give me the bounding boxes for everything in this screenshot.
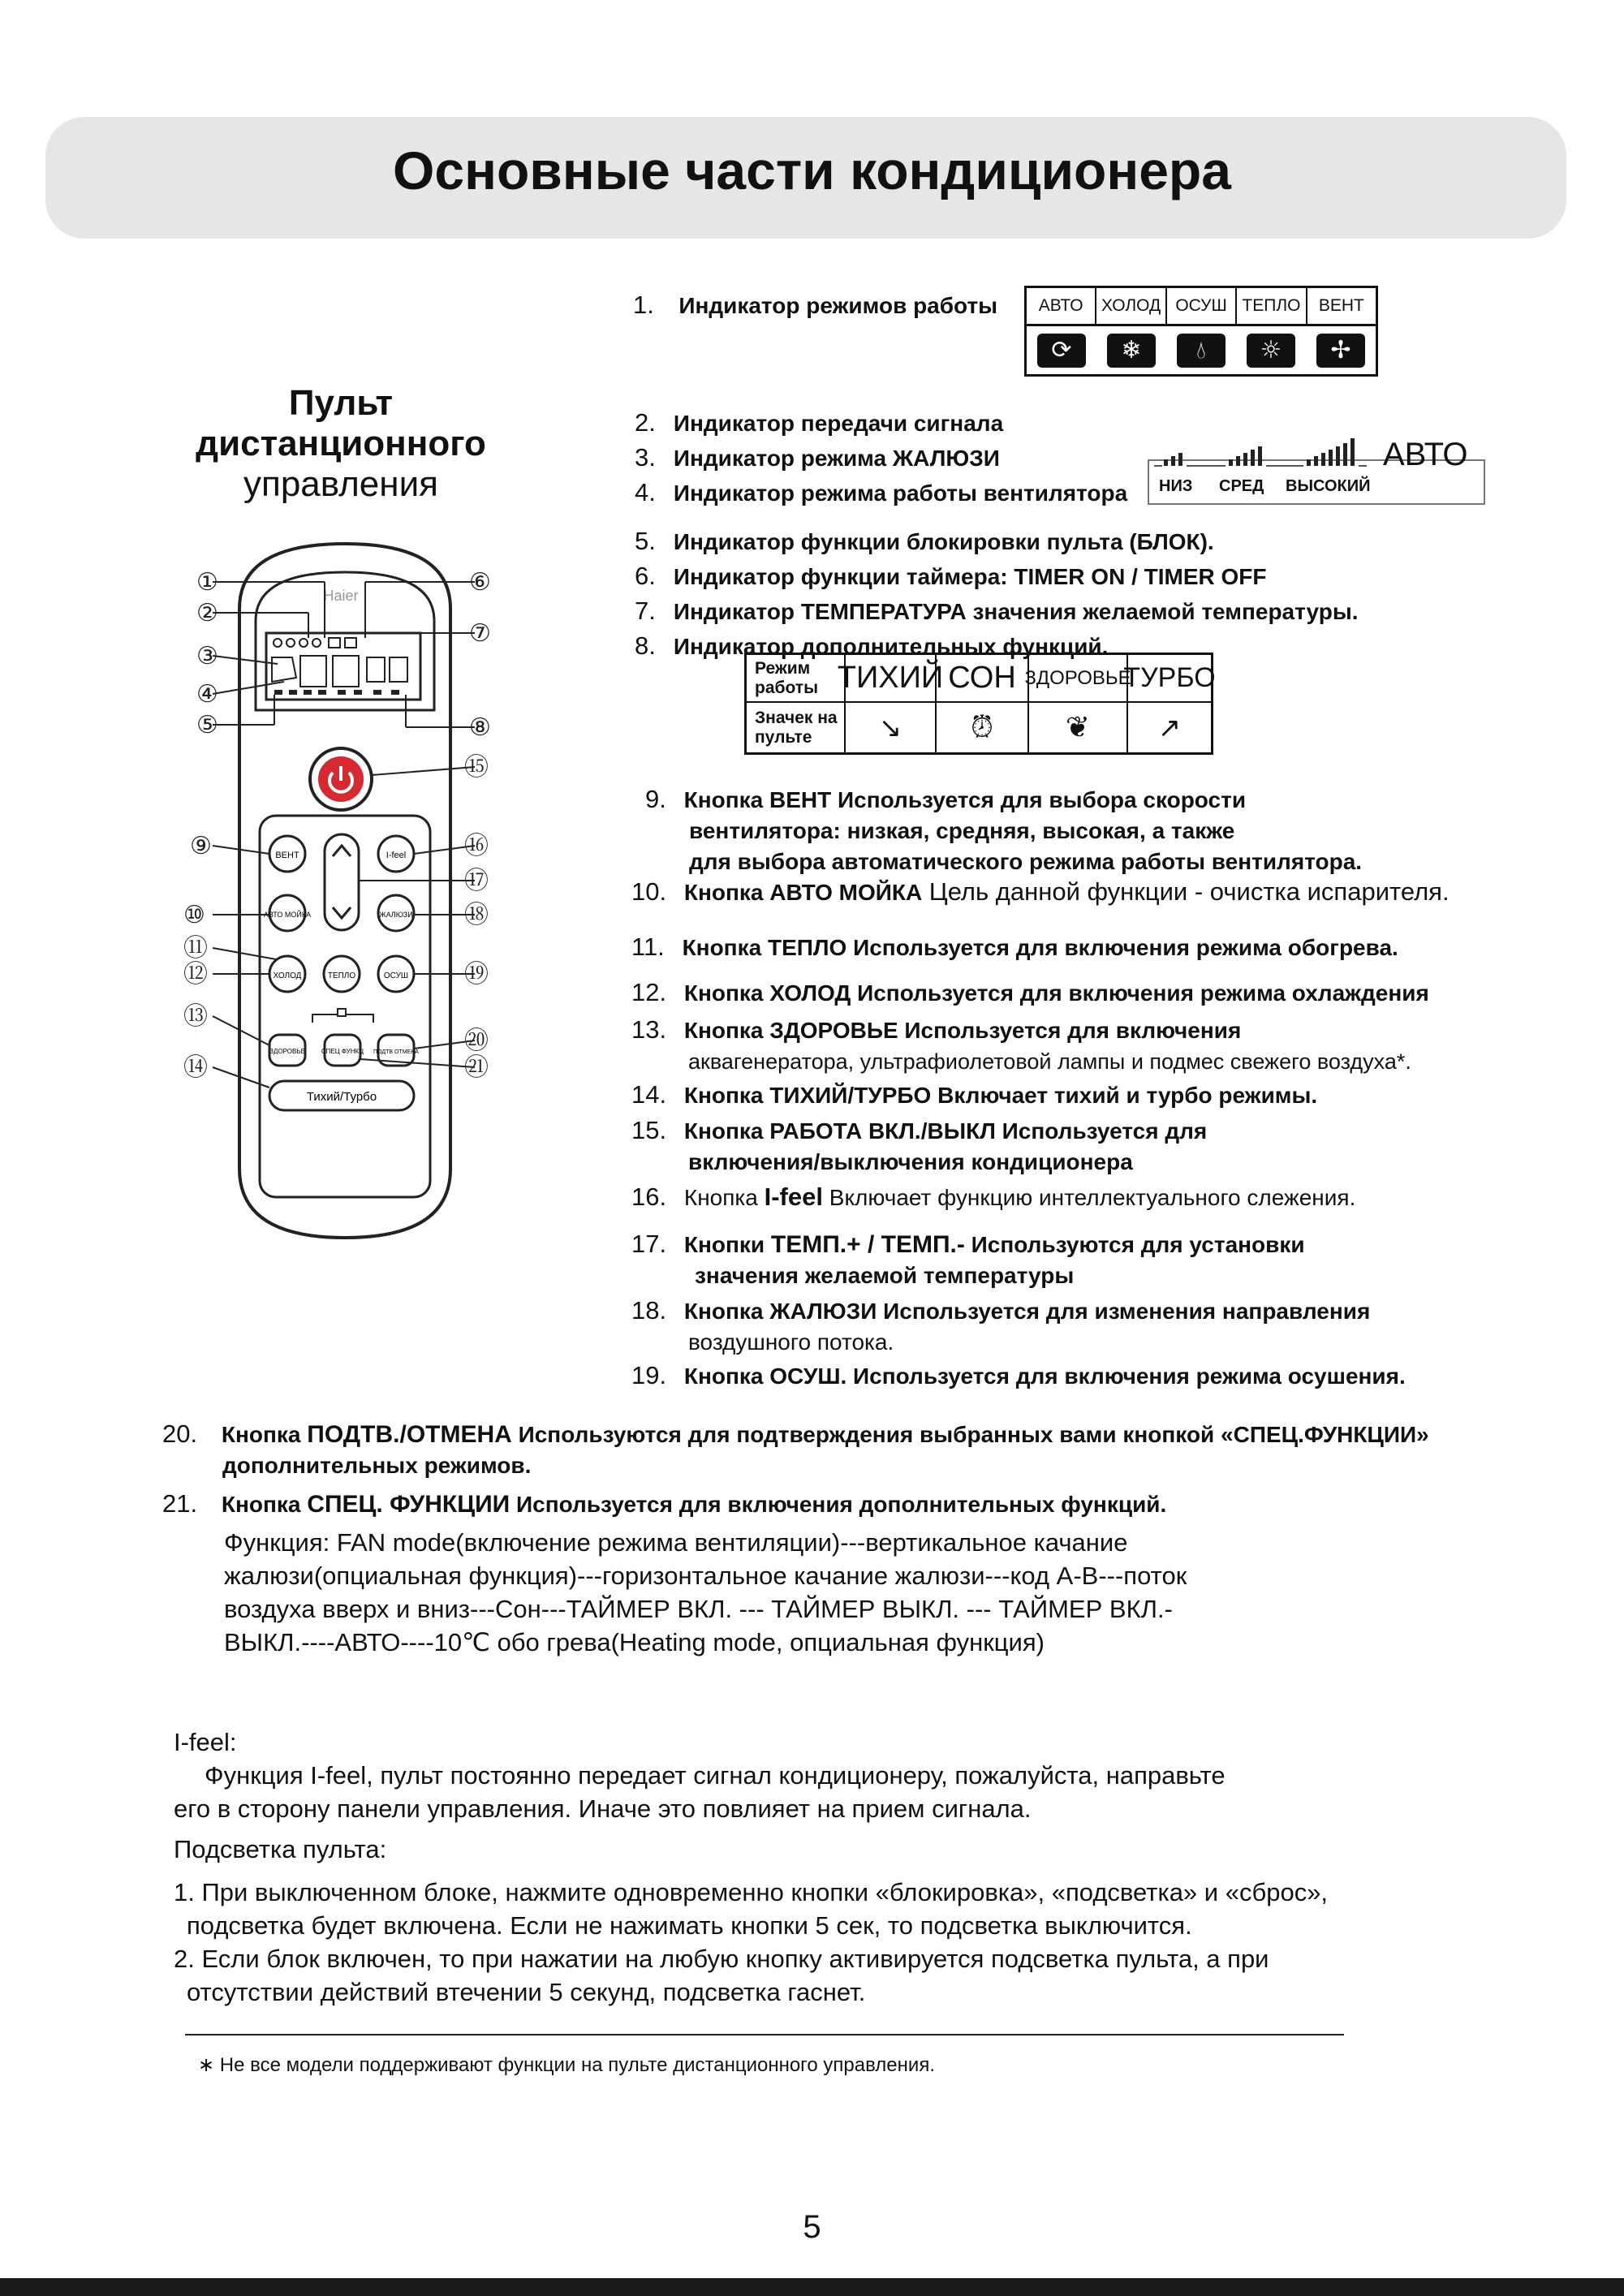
item-text: Кнопка bbox=[682, 935, 768, 960]
item-number: 7. bbox=[635, 597, 656, 625]
items-2-4 bbox=[635, 407, 1127, 512]
item-number: 15. bbox=[631, 1116, 667, 1144]
function-mode: ТУРБО bbox=[1123, 662, 1216, 693]
remote-caption-line2: дистанционного bbox=[196, 424, 486, 463]
callout-2: ② bbox=[196, 600, 218, 627]
item-number: 8. bbox=[635, 631, 656, 660]
item-number: 11. bbox=[631, 933, 665, 961]
callout-21: ㉑ bbox=[464, 1054, 489, 1081]
item-18 bbox=[631, 1295, 1597, 1360]
item-text: Включает функцию интеллектуального слежения. bbox=[822, 1185, 1356, 1210]
item-1 bbox=[633, 291, 997, 321]
item-text: Индикатор режима работы вентилятора bbox=[673, 480, 1128, 506]
quiet-turbo-label: Тихий/Турбо bbox=[306, 1090, 377, 1104]
item-text: Используется для включения режима осушения. bbox=[846, 1363, 1406, 1389]
item-text: Индикатор режимов работы bbox=[678, 293, 998, 318]
drop-icon: 💧︎ bbox=[1177, 334, 1226, 368]
item-bold: ТЕМПЕРАТУРА bbox=[800, 599, 967, 624]
footnote-divider bbox=[185, 2034, 1344, 2035]
special-line: воздуха вверх и вниз---Сон---ТАЙМЕР ВКЛ. --- ТАЙМЕР ВЫКЛ. --- ТАЙМЕР ВКЛ.- bbox=[224, 1595, 1173, 1623]
item-text: Кнопка bbox=[683, 880, 770, 905]
item-12 bbox=[631, 977, 1597, 1014]
lock-icon bbox=[338, 1009, 346, 1016]
remote-caption-line1: Пульт bbox=[288, 383, 394, 423]
backlight-line: подсветка будет включена. Если не нажимать кнопки 5 сек, то подсветка выключится. bbox=[187, 1911, 1192, 1940]
item-bold: ЖАЛЮЗИ bbox=[769, 1299, 877, 1324]
callout-14: ⑭ bbox=[183, 1054, 208, 1081]
item-number: 19. bbox=[631, 1361, 667, 1389]
special-line: жалюзи(опциальная функция)---горизонтальное качание жалюзи---код A-B---поток bbox=[224, 1562, 1187, 1590]
item-text: Используются для подтверждения выбранных вами кнопкой «СПЕЦ.ФУНКЦИИ» bbox=[511, 1422, 1429, 1447]
temp-rocker[interactable] bbox=[325, 834, 359, 930]
brand-logo: Haier bbox=[323, 588, 359, 604]
snowflake-icon: ❄ bbox=[1107, 334, 1156, 368]
item-number: 10. bbox=[631, 877, 667, 906]
fan-bars-icon bbox=[1154, 429, 1422, 469]
item-number: 20. bbox=[162, 1419, 198, 1448]
backlight-heading: Подсветка пульта: bbox=[174, 1835, 387, 1863]
cool-button-label: ХОЛОД bbox=[273, 971, 302, 980]
callout-20: ⑳ bbox=[464, 1027, 489, 1054]
dry-button-label: ОСУШ bbox=[383, 971, 409, 980]
ifeel-button-label: I-feel bbox=[386, 851, 407, 860]
item-15 bbox=[631, 1115, 1597, 1182]
callout-4: ④ bbox=[196, 681, 218, 708]
item-bold: ТЕПЛО bbox=[767, 935, 847, 960]
callout-17: ⑰ bbox=[464, 868, 489, 894]
item-text: Используется для включения дополнительных функций. bbox=[510, 1492, 1167, 1517]
sun-icon: ☼ bbox=[1247, 334, 1295, 368]
item-bold: ВЕНТ bbox=[769, 787, 832, 812]
item-number: 5. bbox=[635, 527, 656, 555]
callout-18: ⑱ bbox=[464, 902, 489, 928]
items-5-8 bbox=[635, 526, 1359, 666]
item-10 bbox=[631, 877, 1597, 932]
mode-label: ТЕПЛО bbox=[1237, 288, 1307, 324]
turbo-icon: ↗ bbox=[1157, 711, 1182, 744]
item-19 bbox=[631, 1360, 1597, 1396]
item-text: Используется для включения bbox=[898, 1018, 1242, 1043]
item-number: 1. bbox=[633, 291, 654, 319]
remote-illustration bbox=[179, 536, 511, 1258]
callout-5: ⑤ bbox=[196, 712, 218, 739]
callout-15: ⑮ bbox=[464, 754, 489, 781]
item-text: Цель данной функции - очистка испарителя. bbox=[922, 877, 1450, 906]
item-text: Используются для установки bbox=[964, 1232, 1305, 1257]
item-bold: (БЛОК). bbox=[1129, 529, 1214, 554]
callout-16: ⑯ bbox=[464, 833, 489, 859]
page-number: 5 bbox=[803, 2209, 821, 2245]
item-text: Кнопка bbox=[683, 1083, 770, 1108]
item-text: включения/выключения кондиционера bbox=[688, 1149, 1133, 1174]
item-11 bbox=[631, 932, 1597, 977]
item-text: Кнопка bbox=[683, 1185, 765, 1210]
quiet-icon: ↘ bbox=[878, 711, 902, 744]
confirm-cancel-label: ПОДТВ ОТМЕНА bbox=[373, 1049, 419, 1055]
item-number: 2. bbox=[635, 408, 656, 437]
special-func-label: СПЕЦ ФУНКЦ bbox=[321, 1048, 364, 1055]
item-text: дополнительных режимов. bbox=[222, 1453, 532, 1478]
item-bold: ОСУШ. bbox=[769, 1363, 847, 1389]
health-button-label: ЗДОРОВЬЕ bbox=[269, 1048, 305, 1055]
item-text: Индикатор режима bbox=[673, 446, 893, 471]
remote-caption-line3: управления bbox=[243, 464, 438, 504]
mode-label: ВЕНТ bbox=[1318, 296, 1364, 315]
callout-7: ⑦ bbox=[469, 620, 491, 647]
item-text: Индикатор bbox=[673, 599, 801, 624]
fan-mid-label: СРЕД bbox=[1219, 477, 1264, 495]
item-text: Используется для выбора скорости bbox=[831, 787, 1247, 812]
item-text: Кнопка bbox=[683, 1018, 770, 1043]
vent-button-label: ВЕНТ bbox=[275, 851, 299, 860]
item-text: Индикатор функции таймера: bbox=[673, 564, 1014, 589]
mode-label: АВТО bbox=[1027, 288, 1096, 324]
item-number: 21. bbox=[162, 1489, 198, 1518]
function-mode: ЗДОРОВЬЕ bbox=[1024, 666, 1131, 689]
item-17 bbox=[631, 1229, 1597, 1295]
function-mode: ТИХИЙ bbox=[837, 661, 944, 695]
item-bold: ХОЛОД bbox=[769, 980, 851, 1006]
item-text: Включает тихий и турбо режимы. bbox=[931, 1083, 1318, 1108]
item-14 bbox=[631, 1079, 1597, 1115]
item-bold: ПОДТВ./ОТМЕНА bbox=[307, 1421, 512, 1448]
callout-12: ⑫ bbox=[183, 961, 208, 988]
callout-19: ⑲ bbox=[464, 961, 489, 988]
backlight-line: отсутствии действий втечении 5 секунд, подсветка гаснет. bbox=[187, 1978, 866, 2006]
fan-icon: ✢ bbox=[1316, 334, 1365, 368]
item-number: 9. bbox=[645, 785, 666, 813]
function-table bbox=[744, 653, 1216, 755]
callout-11: ⑪ bbox=[183, 935, 208, 962]
item-bold: ТЕМП.+ / ТЕМП.- bbox=[770, 1231, 965, 1258]
footnote: ∗ Не все модели поддерживают функции на пульте дистанционного управления. bbox=[198, 2054, 935, 2076]
item-text: Кнопка bbox=[221, 1492, 308, 1517]
item-21 bbox=[162, 1488, 1574, 1529]
item-text: Индикатор функции блокировки пульта bbox=[673, 529, 1130, 554]
item-bold: СПЕЦ. ФУНКЦИИ bbox=[307, 1491, 510, 1518]
item-text: Индикатор дополнительных функций. bbox=[673, 634, 1109, 659]
callout-9: ⑨ bbox=[190, 833, 212, 859]
item-number: 3. bbox=[635, 443, 656, 472]
callout-10: ⑩ bbox=[183, 902, 205, 928]
items-20-21 bbox=[162, 1419, 1574, 1529]
item-text: воздушного потока. bbox=[688, 1329, 894, 1355]
item-text: Используется для включения режима охлаждения bbox=[851, 980, 1429, 1006]
fan-high-label: ВЫСОКИЙ bbox=[1286, 477, 1371, 495]
item-text: Кнопка bbox=[683, 1363, 770, 1389]
auto-icon: ⟳ bbox=[1037, 334, 1086, 368]
mode-indicator-table bbox=[1024, 286, 1378, 377]
item-bold: ТИХИЙ/ТУРБО bbox=[769, 1083, 932, 1108]
item-number: 17. bbox=[631, 1230, 667, 1258]
ifeel-heading: I-feel: bbox=[174, 1728, 237, 1756]
special-line: ВЫКЛ.----АВТО----10℃ обо грева(Heating mode, опциальная функция) bbox=[224, 1628, 1045, 1656]
mode-label: ОСУШ bbox=[1167, 288, 1237, 324]
item-text: Используется для изменения направления bbox=[877, 1299, 1371, 1324]
function-mode: СОН bbox=[948, 661, 1016, 695]
item-text: Используется для включения режима обогрева. bbox=[846, 935, 1398, 960]
item-text: Кнопка bbox=[683, 1118, 770, 1144]
items-10-19 bbox=[631, 877, 1597, 1396]
item-text: для выбора автоматического режима работы вентилятора. bbox=[689, 849, 1363, 874]
item-9 bbox=[645, 784, 1587, 877]
item-bold: I-feel bbox=[764, 1182, 823, 1211]
item-text: значения желаемой температуры. bbox=[966, 599, 1359, 624]
bottom-edge-bar bbox=[0, 2278, 1624, 2296]
page-title: Основные части кондиционера bbox=[393, 140, 1231, 200]
item-text: Кнопка bbox=[683, 980, 770, 1006]
item-text: Кнопка bbox=[683, 787, 770, 812]
heat-button-label: ТЕПЛО bbox=[327, 971, 356, 980]
special-functions-paragraph bbox=[224, 1526, 1563, 1659]
remote-lcd bbox=[266, 633, 420, 700]
item-number: 4. bbox=[635, 478, 656, 506]
item-number: 12. bbox=[631, 978, 667, 1006]
item-text: Индикатор передачи сигнала bbox=[673, 411, 1004, 436]
ifeel-line: его в сторону панели управления. Иначе это повлияет на прием сигнала. bbox=[174, 1794, 1032, 1823]
items-9-19 bbox=[645, 784, 1587, 877]
item-number: 6. bbox=[635, 562, 656, 590]
fan-low-label: НИЗ bbox=[1159, 477, 1193, 495]
item-text: Кнопки bbox=[683, 1232, 771, 1257]
backlight-section bbox=[174, 1833, 1586, 2009]
item-number: 13. bbox=[631, 1015, 667, 1044]
item-text: Кнопка bbox=[683, 1299, 770, 1324]
mode-label: ХОЛОД bbox=[1096, 288, 1166, 324]
callout-8: ⑧ bbox=[469, 714, 491, 741]
fan-auto-label: АВТО bbox=[1383, 437, 1468, 472]
leaf-icon: ❦ bbox=[1065, 711, 1091, 744]
backlight-line: 1. При выключенном блоке, нажмите одновременно кнопки «блокировка», «подсветка» и «сброс», bbox=[174, 1878, 1329, 1906]
function-row2-label: Значек на пульте bbox=[755, 708, 838, 747]
item-text: вентилятора: низкая, средняя, высокая, а также bbox=[689, 818, 1235, 843]
item-number: 14. bbox=[631, 1080, 667, 1109]
remote-caption bbox=[170, 383, 511, 505]
item-bold: РАБОТА ВКЛ./ВЫКЛ bbox=[769, 1118, 996, 1144]
auto-clean-label: АВТО МОЙКА bbox=[263, 911, 312, 919]
item-bold: TIMER ON / TIMER OFF bbox=[1014, 564, 1267, 589]
swing-button-label: ЖАЛЮЗИ bbox=[379, 911, 413, 919]
item-number: 18. bbox=[631, 1296, 667, 1325]
item-text: аквагенератора, ультрафиолетовой лампы и подмес свежего воздуха*. bbox=[688, 1049, 1411, 1074]
item-13 bbox=[631, 1014, 1597, 1079]
item-bold: ЖАЛЮЗИ bbox=[892, 446, 1000, 471]
item-bold: АВТО МОЙКА bbox=[769, 880, 923, 905]
callout-13: ⑬ bbox=[183, 1003, 208, 1030]
ifeel-line: Функция I-feel, пульт постоянно передает сигнал кондиционеру, пожалуйста, направьте bbox=[205, 1761, 1226, 1790]
fan-speed-indicator bbox=[1148, 437, 1485, 505]
callout-6: ⑥ bbox=[469, 569, 491, 596]
ifeel-section bbox=[174, 1725, 1570, 1825]
item-20 bbox=[162, 1419, 1574, 1488]
item-16 bbox=[631, 1182, 1597, 1229]
callout-1: ① bbox=[196, 569, 218, 596]
item-bold: ЗДОРОВЬЕ bbox=[769, 1018, 898, 1043]
backlight-line: 2. Если блок включен, то при нажатии на любую кнопку активируется подсветка пульта, а при bbox=[174, 1945, 1269, 1973]
callout-3: ③ bbox=[196, 643, 218, 670]
item-text: Используется для bbox=[995, 1118, 1208, 1144]
special-line: Функция: FAN mode(включение режима вентиляции)---вертикальное качание bbox=[224, 1528, 1128, 1557]
alarm-clock-icon: ⏰︎ bbox=[970, 710, 994, 744]
item-number: 16. bbox=[631, 1182, 667, 1211]
item-text: значения желаемой температуры bbox=[695, 1263, 1075, 1288]
function-row1-label: Режим работы bbox=[755, 658, 819, 697]
item-text: Кнопка bbox=[221, 1422, 308, 1447]
